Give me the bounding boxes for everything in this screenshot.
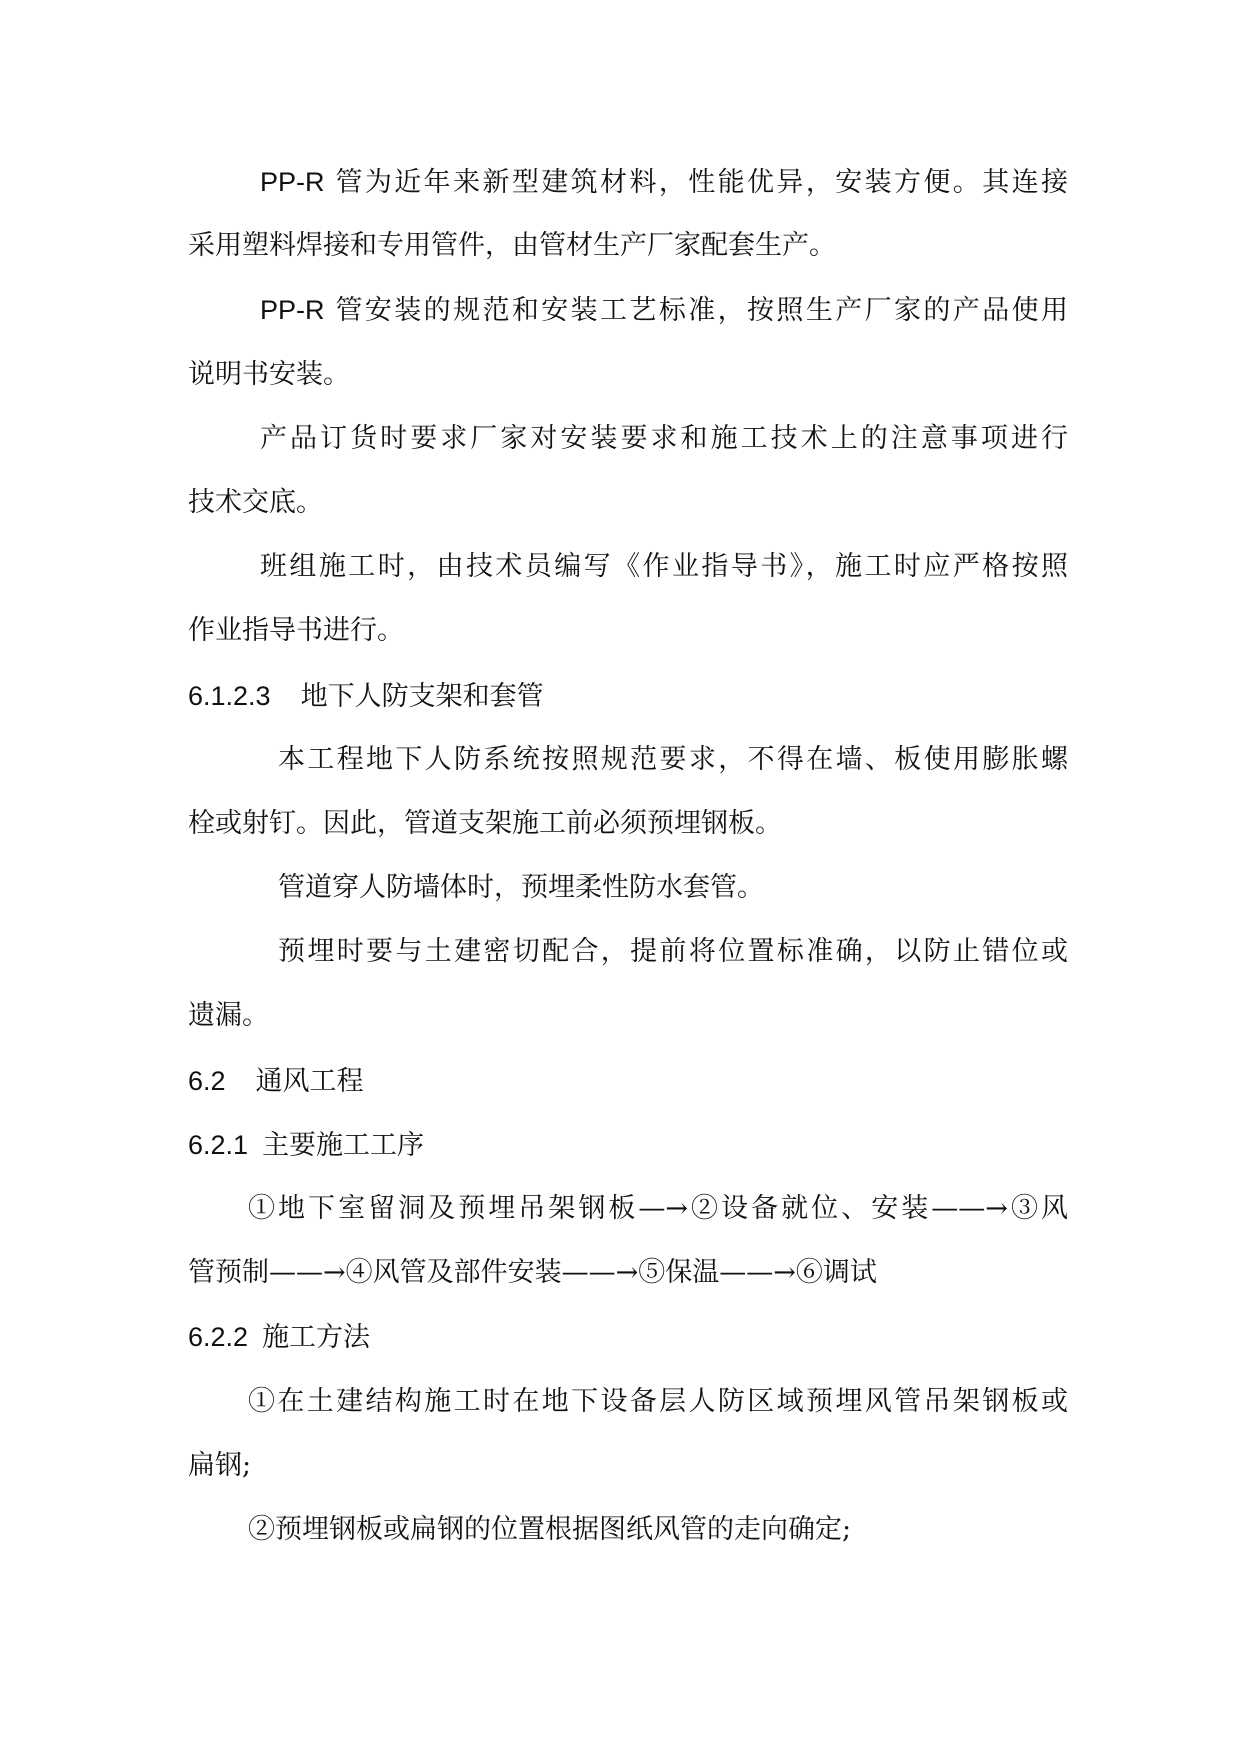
paragraph-line: ②预埋钢板或扁钢的位置根据图纸风管的走向确定; bbox=[248, 1513, 852, 1545]
heading-number: 6.1.2.3 bbox=[188, 680, 271, 711]
paragraph-line: 管预制——→④风管及部件安装——→⑤保温——→⑥调试 bbox=[188, 1257, 877, 1289]
paragraph-line: 产品订货时要求厂家对安装要求和施工技术上的注意事项进行 bbox=[260, 422, 1068, 454]
section-heading bbox=[188, 664, 1068, 728]
text-run: PP-R bbox=[260, 295, 325, 326]
heading-title: 通风工程 bbox=[255, 1065, 364, 1097]
text-run: 管为近年来新型建筑材料，性能优异，安装方便。其连接 bbox=[324, 167, 1068, 198]
heading-number: 6.2.2 bbox=[188, 1322, 249, 1353]
paragraph-line: 采用塑料焊接和专用管件，由管材生产厂家配套生产。 bbox=[188, 230, 836, 262]
paragraph-line: 说明书安装。 bbox=[188, 358, 350, 390]
paragraph-line: 扁钢; bbox=[188, 1449, 252, 1481]
paragraph-line: 作业指导书进行。 bbox=[188, 615, 404, 647]
heading-number: 6.2.1 bbox=[188, 1129, 249, 1160]
paragraph-line: 班组施工时，由技术员编写《作业指导书》，施工时应严格按照 bbox=[260, 551, 1068, 583]
paragraph-line: 预埋时要与土建密切配合，提前将位置标准确，以防止错位或 bbox=[278, 936, 1068, 968]
section-heading bbox=[188, 1305, 1068, 1369]
paragraph-line: 技术交底。 bbox=[188, 486, 323, 518]
heading-title: 地下人防支架和套管 bbox=[300, 680, 544, 712]
paragraph-line: 管道穿人防墙体时，预埋柔性防水套管。 bbox=[278, 872, 764, 904]
heading-title: 施工方法 bbox=[262, 1322, 371, 1354]
document-body bbox=[188, 150, 1068, 1562]
paragraph-line: 栓或射钉。因此，管道支架施工前必须预埋钢板。 bbox=[188, 807, 782, 839]
paragraph-line bbox=[188, 278, 1068, 342]
text-run: PP-R bbox=[260, 167, 325, 197]
paragraph-line: 本工程地下人防系统按照规范要求，不得在墙、板使用膨胀螺 bbox=[278, 743, 1068, 775]
section-heading bbox=[188, 1049, 1068, 1113]
paragraph-line: ①地下室留洞及预埋吊架钢板—→②设备就位、安装——→③风 bbox=[248, 1193, 1068, 1224]
paragraph-line: 遗漏。 bbox=[188, 1000, 269, 1032]
heading-title: 主要施工工序 bbox=[262, 1129, 425, 1161]
heading-number: 6.2 bbox=[188, 1065, 226, 1096]
paragraph-line: ①在土建结构施工时在地下设备层人防区域预埋风管吊架钢板或 bbox=[248, 1385, 1068, 1417]
section-heading bbox=[188, 1113, 1068, 1177]
paragraph-line bbox=[188, 150, 1068, 214]
text-run: 管安装的规范和安装工艺标准，按照生产厂家的产品使用 bbox=[324, 295, 1068, 327]
